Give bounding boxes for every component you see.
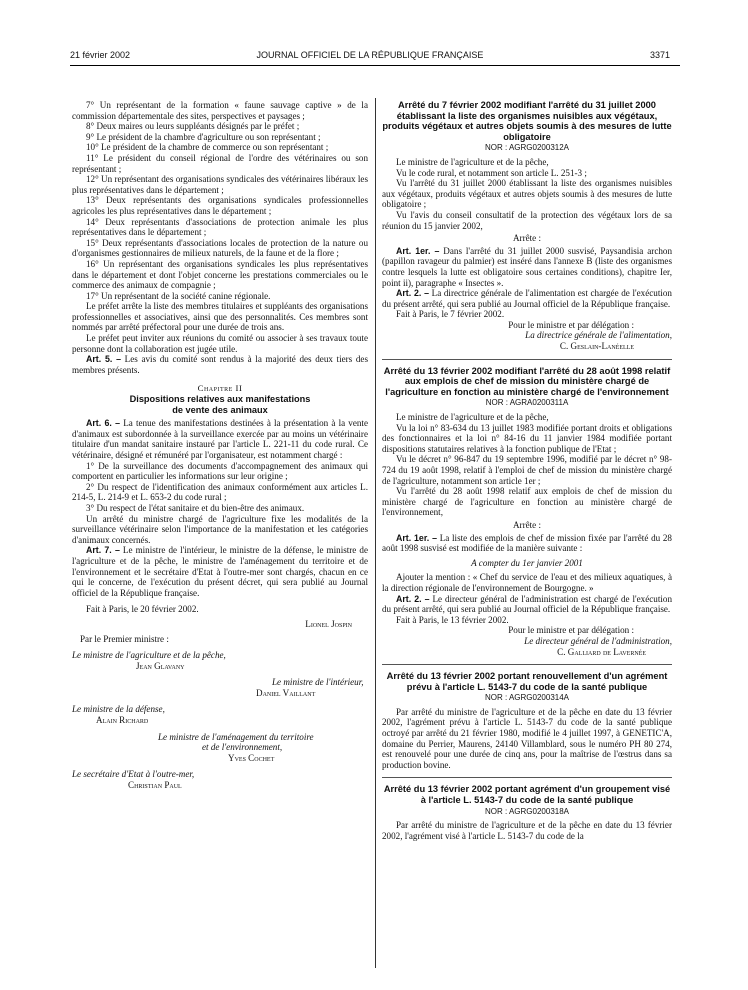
list-item: 17° Un représentant de la société canine régionale. bbox=[86, 290, 271, 301]
journal-title: JOURNAL OFFICIEL DE LA RÉPUBLIQUE FRANÇAISE bbox=[256, 50, 484, 60]
signatory-role: La directrice générale de l'alimentation, bbox=[525, 330, 672, 341]
by-pm: Par le Premier ministre : bbox=[80, 633, 169, 644]
arrete-word: Arrête : bbox=[512, 233, 542, 244]
article-text: La liste des emplois de chef de mission fixée par l'arrêté du 28 août 1998 susvisé est modifiée de la manière suivante : bbox=[382, 532, 672, 554]
article-text: La directrice générale de l'alimentation est chargée de l'exécution du présent arrêté, qui sera publié au Journal officiel de la République française. bbox=[382, 288, 672, 309]
list-item: 1° De la surveillance des documents d'accompagnement des animaux qui comportent en particulier les informations sur leur origine ; bbox=[72, 460, 368, 482]
nor-reference: NOR : AGRG0200318A bbox=[484, 806, 570, 816]
visa-line: Le ministre de l'agriculture et de la pêche, bbox=[396, 412, 549, 423]
list-item: 10° Le président de la chambre de commerce ou son représentant ; bbox=[86, 142, 329, 153]
delegation-line: Pour le ministre et par délégation : bbox=[508, 319, 634, 330]
list-item: 3° Du respect de l'état sanitaire et du bien-être des animaux. bbox=[86, 502, 305, 513]
done-at: Fait à Paris, le 7 février 2002. bbox=[396, 309, 505, 320]
article-5 bbox=[72, 354, 368, 375]
signatory-role: et de l'environnement, bbox=[202, 742, 283, 753]
visa-line: Vu l'arrêté du 28 août 1998 relatif aux emplois de chef de mission du ministère chargé de l'agriculture en fonction au ministère chargé de l'environnement, bbox=[382, 486, 672, 518]
arrete-title: Arrêté du 7 février 2002 modifiant l'arrêté du 31 juillet 2000 établissant la liste des organismes nuisibles aux végétaux, produits végétaux et autres objets soumis à des mesures de lutte obligatoire bbox=[382, 100, 672, 142]
signatory-name: Alain Richard bbox=[96, 715, 149, 726]
nor-reference: NOR : AGRG0200314A bbox=[484, 693, 570, 703]
article-text: Le ministre de l'intérieur, le ministre de la défense, le ministre de l'agriculture et de la pêche, le ministre de l'aménagement du territoire et de l'environnement et le secrétaire d'Etat à l'outre-mer sont chargés, chacun en ce qui le concerne, de l'exécution du présent décret, qui sera publié au Journal officiel de la République française. bbox=[72, 545, 368, 598]
arrete-word: Arrête : bbox=[512, 519, 542, 530]
prefet-paragraph: Le préfet arrête la liste des membres titulaires et suppléants des organisations professionnelles et associatives, ainsi que des personnalités. Ces membres sont nommés par arrêté préfectoral pour une durée de trois ans. bbox=[72, 301, 368, 333]
header-date: 21 février 2002 bbox=[70, 50, 131, 60]
signatory-role: Le directeur général de l'administration, bbox=[524, 635, 672, 646]
article-6 bbox=[72, 418, 368, 460]
signatory-role: Le secrétaire d'Etat à l'outre-mer, bbox=[72, 769, 195, 780]
article-label: Art. 5. – bbox=[86, 354, 122, 365]
effective-date: A compter du 1er janvier 2001 bbox=[471, 557, 583, 568]
section-divider bbox=[382, 664, 672, 665]
arrete-text: Par arrêté du ministre de l'agriculture et de la pêche en date du 13 février 2002, l'agrément visé à l'article L. 5143-7 du code de la bbox=[382, 820, 672, 841]
arrete-title: Arrêté du 13 février 2002 portant renouvellement d'un agrément prévu à l'article L. 5143-7 du code de la santé publique bbox=[386, 671, 668, 692]
article-label: Art. 7. – bbox=[86, 545, 120, 556]
right-column bbox=[382, 100, 672, 841]
article-text: Le directeur général de l'administration est chargé de l'exécution du présent arrêté, qui sera publié au Journal officiel de la République française. bbox=[382, 593, 672, 615]
arrete-title: Arrêté du 13 février 2002 portant agrément d'un groupement visé à l'article L. 5143-7 du code de la santé publique bbox=[383, 784, 671, 806]
arrete-title: Arrêté du 13 février 2002 modifiant l'arrêté du 28 août 1998 relatif aux emplois de chef de mission du ministère chargé de l'agriculture en fonction au ministère chargé de l'environnement bbox=[383, 365, 671, 397]
article-text: La tenue des manifestations destinées à la présentation à la vente d'animaux est subordonnée à la surveillance exercée par au moins un vétérinaire titulaire d'un mandat sanitaire instauré par l'article L. 221-11 du code rural. Ce vétérinaire, désigné et rémunéré par l'organisateur, est notamment chargé : bbox=[72, 418, 368, 460]
visa-line: Vu la loi n° 83-634 du 13 juillet 1983 modifiée portant droits et obligations des fonctionnaires et la loi n° 84-16 du 11 janvier 1984 modifiée portant dispositions statutaires relatives à la fonction publique de l'Etat ; bbox=[382, 422, 672, 454]
left-column bbox=[72, 100, 368, 791]
article-label: Art. 1er. – bbox=[396, 532, 437, 543]
article-text: Dans l'arrêté du 31 juillet 2000 susvisé, Paysandisia archon (papillon ravageur du palmier) est inséré dans l'annexe B (liste des organismes contre lesquels la lutte est obligatoire sous certaines conditions), chapitre Ier, point ii), paragraphe « Insectes ». bbox=[382, 245, 672, 288]
article-label: Art. 1er. – bbox=[396, 245, 440, 256]
list-item: 2° Du respect de l'identification des animaux conformément aux articles L. 214-5, L. 214-9 et L. 653-2 du code rural ; bbox=[72, 481, 368, 503]
signatory-name: C. Geslain-Lanéelle bbox=[559, 341, 634, 352]
section-divider bbox=[382, 359, 672, 360]
signatory-role: Le ministre de l'intérieur, bbox=[272, 677, 364, 688]
signatory-name: Jean Glavany bbox=[136, 660, 185, 671]
article-label: Art. 6. – bbox=[86, 418, 121, 429]
article-1 bbox=[382, 246, 672, 288]
list-item: 15° Deux représentants d'associations locales de protection de la nature ou d'organismes gestionnaires de milieux naturels, de la faune et de la flore ; bbox=[72, 237, 368, 259]
page-number: 3371 bbox=[649, 50, 670, 60]
signatory-name: C. Galliard de Lavernée bbox=[557, 646, 646, 657]
chapter-title-line: Dispositions relatives aux manifestations bbox=[129, 394, 311, 405]
done-at: Fait à Paris, le 20 février 2002. bbox=[86, 604, 199, 615]
article-text: Les avis du comité sont rendus à la majorité des deux tiers des membres présents. bbox=[72, 354, 368, 375]
arrete-text: Par arrêté du ministre de l'agriculture et de la pêche en date du 13 février 2002, l'agrément prévu à l'article L. 5143-7 du code de la santé publique octroyé par arrêté du 21 février 1980, modifié le 4 juillet 1997, à GENETIC'A, domaine du Perrier, Maurens, 24140 Villamblard, sous le numéro PH 80 274, est renouvelé pour une durée de cinq ans, pour la maîtrise de l'œstrus dans sa production bovine. bbox=[382, 706, 672, 770]
chapter-heading: Chapitre II bbox=[197, 383, 243, 394]
visa-line: Le ministre de l'agriculture et de la pêche, bbox=[396, 156, 549, 167]
signatory-name: Daniel Vaillant bbox=[256, 687, 316, 698]
signatory-role: Le ministre de l'aménagement du territoire bbox=[158, 731, 314, 742]
article-7 bbox=[72, 545, 368, 598]
nor-reference: NOR : AGRG0200312A bbox=[484, 143, 570, 153]
article-2 bbox=[382, 288, 672, 309]
list-item: 9° Le président de la chambre d'agriculture ou son représentant ; bbox=[86, 131, 321, 142]
list-item: 13° Deux représentants des organisations syndicales professionnelles agricoles les plus représentatives dans le département ; bbox=[72, 195, 368, 216]
list-item: 14° Deux représentants d'associations de protection animale les plus représentatives dans le département ; bbox=[72, 216, 368, 238]
article-paragraph: Un arrêté du ministre chargé de l'agriculture fixe les modalités de la surveillance vétérinaire selon l'importance de la manifestation et les catégories d'animaux concernés. bbox=[72, 513, 368, 545]
chapter-title-line: de vente des animaux bbox=[172, 404, 268, 415]
visa-line: Vu l'avis du conseil consultatif de la protection des végétaux lors de sa réunion du 15 janvier 2002, bbox=[382, 209, 672, 231]
visa-line: Vu le code rural, et notamment son article L. 251-3 ; bbox=[396, 167, 587, 178]
section-divider bbox=[382, 777, 672, 778]
signatory-name: Yves Cochet bbox=[228, 752, 275, 763]
article-label: Art. 2. – bbox=[396, 288, 429, 299]
delegation-line: Pour le ministre et par délégation : bbox=[508, 625, 634, 636]
signature-pm: Lionel Jospin bbox=[305, 618, 352, 629]
article-2 bbox=[382, 594, 672, 615]
signatory-role: Le ministre de la défense, bbox=[72, 704, 165, 715]
list-item: 12° Un représentant des organisations syndicales des vétérinaires libéraux les plus représentatives dans le département ; bbox=[72, 174, 368, 195]
done-at: Fait à Paris, le 13 février 2002. bbox=[396, 614, 509, 625]
page-header bbox=[70, 50, 670, 64]
list-item: 16° Un représentant des organisations syndicales les plus représentatives dans le département et dont l'objet concerne les prestations commerciales ou le commerce des animaux de compagnie ; bbox=[72, 258, 368, 291]
list-item: 11° Le président du conseil régional de l'ordre des vétérinaires ou son représentant ; bbox=[72, 152, 368, 174]
prefet-paragraph: Le préfet peut inviter aux réunions du comité ou associer à ses travaux toute personne dont la collaboration est jugée utile. bbox=[72, 333, 368, 354]
article-1 bbox=[382, 533, 672, 554]
list-item: 8° Deux maires ou leurs suppléants désignés par le préfet ; bbox=[86, 121, 300, 132]
nor-reference: NOR : AGRA0200311A bbox=[485, 398, 569, 408]
signatory-name: Christian Paul bbox=[128, 780, 182, 791]
signatory-role: Le ministre de l'agriculture et de la pêche, bbox=[72, 650, 226, 661]
visa-line: Vu l'arrêté du 31 juillet 2000 établissant la liste des organismes nuisibles aux végétaux, produits végétaux et autres objets soumis à des mesures de lutte obligatoire ; bbox=[382, 178, 672, 210]
article-label: Art. 2. – bbox=[396, 593, 430, 604]
visa-line: Vu le décret n° 96-847 du 19 septembre 1996, modifié par le décret n° 98-724 du 19 août 1998, relatif à l'emploi de chef de mission du ministère chargé de l'agriculture, notamment son article 1er ; bbox=[382, 454, 672, 486]
amendment-text: Ajouter la mention : « Chef du service de l'eau et des milieux aquatiques, à la direction régionale de l'environnement de Bourgogne. » bbox=[382, 572, 672, 593]
list-item: 7° Un représentant de la formation « faune sauvage captive » de la commission départementale des sites, perspectives et paysages ; bbox=[72, 100, 368, 121]
header-rule bbox=[70, 65, 680, 66]
